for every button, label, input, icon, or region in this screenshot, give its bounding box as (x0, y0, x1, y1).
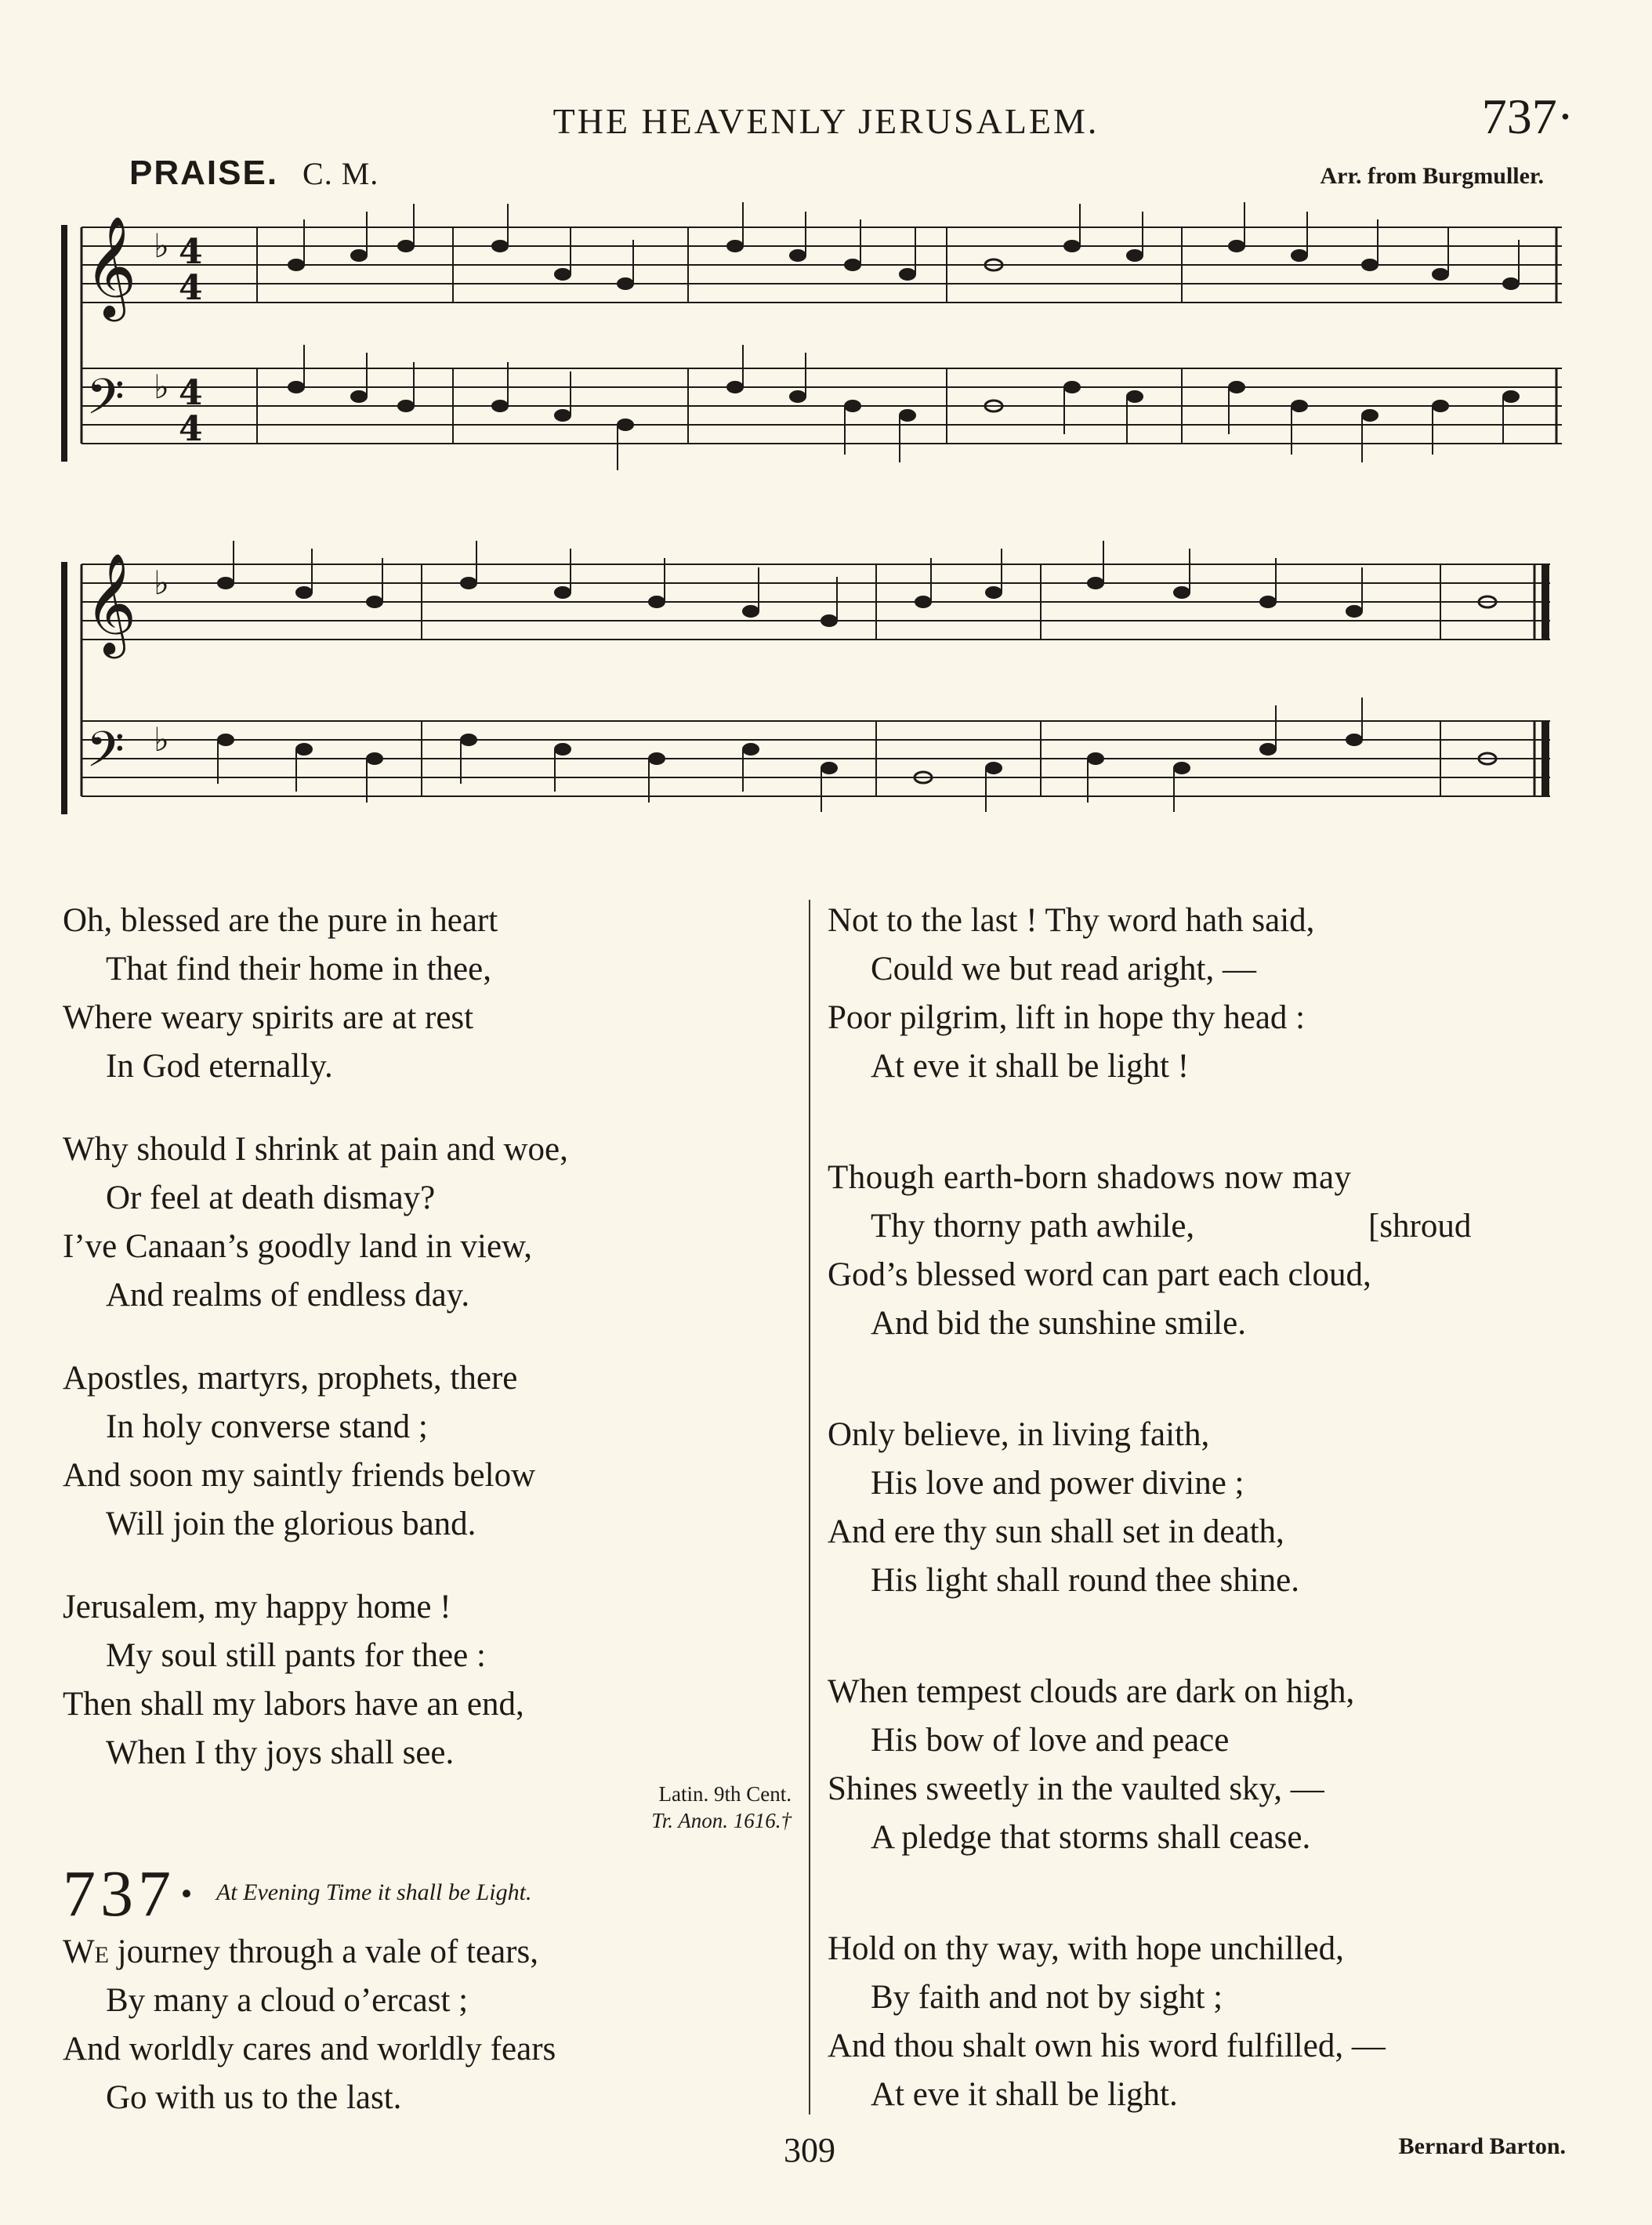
hymn-number: 737· (63, 1857, 202, 1930)
poem-line: In holy converse stand ; (106, 1408, 428, 1445)
poem-line: His light shall round thee shine. (871, 1562, 1299, 1599)
bass-clef: 𝄢 (86, 368, 125, 437)
poem-line: God’s blessed word can part each cloud, (828, 1256, 1371, 1293)
poem-line: By many a cloud o’ercast ; (106, 1982, 469, 2019)
poem-line: And realms of endless day. (106, 1277, 470, 1314)
tune-meter: C. M. (303, 156, 379, 191)
poem-line: I’ve Canaan’s goodly land in view, (63, 1228, 533, 1265)
poem-line: Hold on thy way, with hope unchilled, (828, 1930, 1344, 1967)
carried-word: [shroud (1368, 1208, 1472, 1245)
poem-line: Where weary spirits are at rest (63, 999, 474, 1036)
left-column (63, 897, 815, 1834)
poem-line: Not to the last ! Thy word hath said, (828, 902, 1315, 939)
poem-line: At eve it shall be light. (871, 2076, 1178, 2113)
hymn-title: At Evening Time it shall be Light. (216, 1879, 532, 1905)
poem-line: Oh, blessed are the pure in heart (63, 902, 498, 939)
poem-line: When I thy joys shall see. (106, 1734, 455, 1771)
svg-text:4: 4 (179, 409, 203, 449)
poem-line: Will join the glorious band. (106, 1506, 476, 1542)
poem-line: And ere thy sun shall set in death, (828, 1513, 1284, 1550)
bass-notes (288, 345, 1519, 470)
attribution-translator: Tr. Anon. 1616.† (651, 1809, 792, 1832)
poem-line: Go with us to the last. (106, 2079, 402, 2116)
drop-word: We (63, 1933, 109, 1970)
poem-line-text: Thy thorny path awhile, (871, 1208, 1195, 1245)
time-signature-bottom: 4 (179, 268, 203, 308)
stanza-3 (828, 1411, 1580, 1605)
poem-line (63, 1928, 815, 1977)
poem-line (828, 1202, 1580, 1251)
page-number: 737· (1481, 89, 1574, 144)
poem-line: And soon my saintly friends below (63, 1457, 536, 1494)
stanza-3 (63, 1354, 815, 1549)
poem-line: By faith and not by sight ; (871, 1979, 1223, 2016)
poem-line: His bow of love and peace (871, 1722, 1230, 1759)
poem-line: Why should I shrink at pain and woe, (63, 1131, 568, 1168)
stanza-2 (828, 1154, 1580, 1348)
stanza-1 (63, 897, 815, 1091)
running-title: THE HEAVENLY JERUSALEM. (552, 101, 1100, 141)
poem-line: His love and power divine ; (871, 1465, 1244, 1502)
svg-text:♭: ♭ (154, 368, 169, 406)
poem-line: Only believe, in living faith, (828, 1416, 1210, 1453)
right-column (828, 897, 1580, 2119)
poem-line: And thou shalt own his word fulfilled, — (828, 2028, 1386, 2064)
poem-line: Though earth-born shadows now may (828, 1159, 1352, 1196)
poem-line: My soul still pants for thee : (106, 1637, 486, 1674)
first-line-rest: journey through a vale of tears, (108, 1933, 538, 1970)
hymn-737-heading (63, 1856, 531, 1932)
author-credit: Bernard Barton. (1398, 2133, 1566, 2159)
svg-text:𝄞: 𝄞 (85, 553, 137, 654)
poem-line: Poor pilgrim, lift in hope thy head : (828, 999, 1306, 1036)
tune-name: PRAISE. (129, 154, 279, 192)
music-notation (61, 196, 1566, 494)
poem-line: Apostles, martyrs, prophets, there (63, 1360, 518, 1397)
stanza-2 (63, 1125, 815, 1320)
svg-text:𝄢: 𝄢 (86, 720, 125, 790)
svg-text:4: 4 (179, 373, 203, 413)
stanza-1 (828, 897, 1580, 1091)
music-system-1 (61, 196, 1566, 494)
treble-clef: 𝄞 (85, 216, 137, 317)
time-signature-top: 4 (179, 232, 203, 272)
arranger-credit: Arr. from Burgmuller. (1320, 163, 1544, 189)
music-system-2 (61, 541, 1566, 839)
poem-line: At eve it shall be light ! (871, 1048, 1190, 1085)
svg-text:♭: ♭ (154, 720, 169, 759)
key-signature-flat: ♭ (154, 226, 169, 265)
poem-line: Then shall my labors have an end, (63, 1686, 524, 1723)
folio-number: 309 (784, 2131, 835, 2169)
poem-line: When tempest clouds are dark on high, (828, 1673, 1355, 1710)
column-divider (809, 900, 810, 2114)
system-brace (61, 226, 67, 461)
poem-line: That find their home in thee, (106, 951, 491, 987)
poem-line: In God eternally. (106, 1048, 333, 1085)
poem-line: And worldly cares and worldly fears (63, 2031, 556, 2067)
stanza-4 (63, 1583, 815, 1777)
tune-heading (129, 153, 379, 193)
stanza-5 (828, 1925, 1580, 2119)
poem-line: Jerusalem, my happy home ! (63, 1589, 451, 1625)
svg-text:♭: ♭ (154, 563, 169, 602)
poem-line: Shines sweetly in the vaulted sky, — (828, 1770, 1324, 1807)
music-notation-2 (61, 541, 1566, 839)
poem-line: A pledge that storms shall cease. (871, 1819, 1311, 1856)
stanza-4 (828, 1668, 1580, 1862)
poem-line: Could we but read aright, — (871, 951, 1257, 987)
hymn-737-first-stanza (63, 1928, 815, 2122)
poem-line: And bid the sunshine smile. (871, 1305, 1246, 1342)
attribution-latin: Latin. 9th Cent. (658, 1782, 792, 1806)
poem-line: Or feel at death dismay? (106, 1180, 436, 1216)
